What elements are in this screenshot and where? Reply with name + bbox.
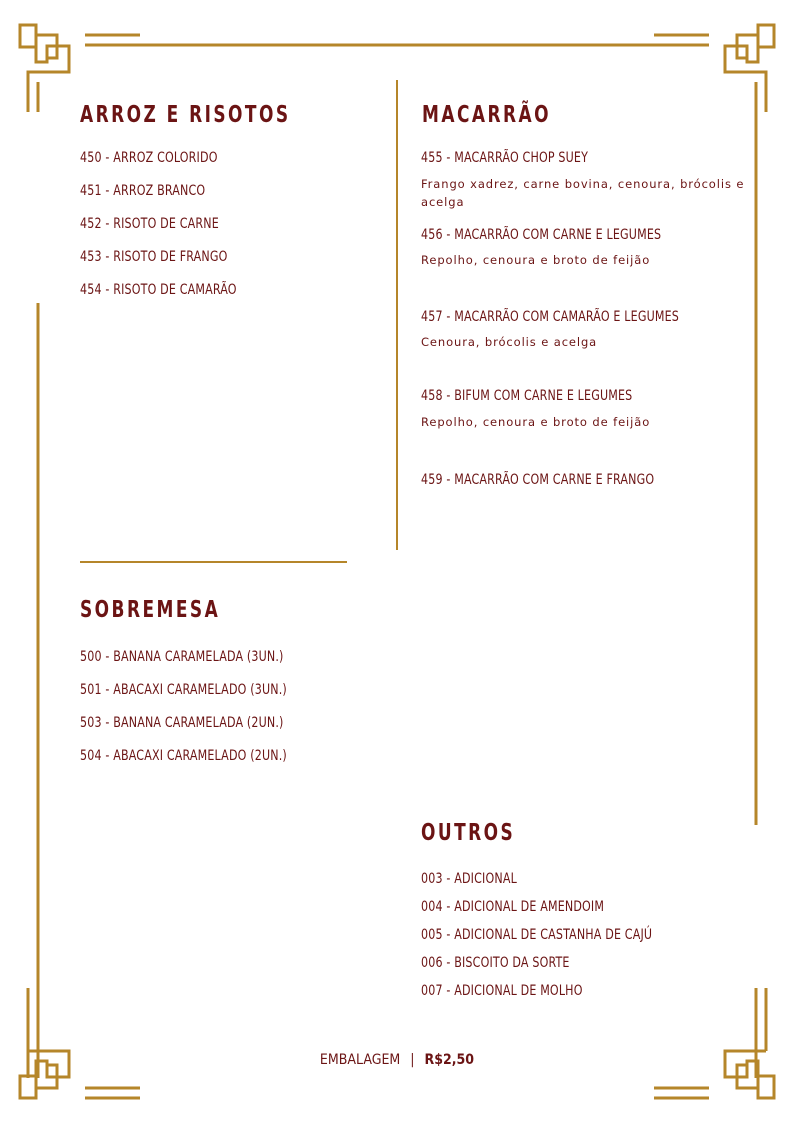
menu-item: 458 - BIFUM COM CARNE E LEGUMES (421, 388, 633, 404)
menu-item: 006 - BISCOITO DA SORTE (421, 955, 570, 971)
section-title-arroz: ARROZ E RISOTOS (80, 102, 291, 128)
menu-item: 003 - ADICIONAL (421, 871, 517, 887)
menu-item: 503 - BANANA CARAMELADA (2UN.) (80, 715, 284, 731)
menu-item-description: Frango xadrez, carne bovina, cenoura, brócolis e acelga (421, 177, 745, 209)
menu-item: 453 - RISOTO DE FRANGO (80, 249, 228, 265)
packaging-fee (0, 1052, 794, 1068)
menu-item: 452 - RISOTO DE CARNE (80, 216, 219, 232)
packaging-price: R$2,50 (424, 1052, 475, 1068)
separator: | (410, 1052, 415, 1068)
menu-item: 007 - ADICIONAL DE MOLHO (421, 983, 583, 999)
menu-item: 457 - MACARRÃO COM CAMARÃO E LEGUMES (421, 309, 680, 325)
menu-item-description: Repolho, cenoura e broto de feijão (421, 253, 651, 267)
menu-item: 450 - ARROZ COLORIDO (80, 150, 218, 166)
menu-item-description: Repolho, cenoura e broto de feijão (421, 415, 651, 429)
section-title-outros: OUTROS (421, 820, 516, 846)
menu-item: 005 - ADICIONAL DE CASTANHA DE CAJÚ (421, 927, 653, 943)
menu-item: 454 - RISOTO DE CAMARÃO (80, 282, 237, 298)
menu-item: 455 - MACARRÃO CHOP SUEY (421, 150, 589, 166)
section-title-sobremesa: SOBREMESA (80, 597, 221, 623)
packaging-label: EMBALAGEM (319, 1052, 401, 1068)
menu-item: 456 - MACARRÃO COM CARNE E LEGUMES (421, 227, 662, 243)
menu-item: 501 - ABACAXI CARAMELADO (3UN.) (80, 682, 287, 698)
menu-item: 004 - ADICIONAL DE AMENDOIM (421, 899, 605, 915)
vertical-divider (396, 80, 398, 550)
menu-item: 459 - MACARRÃO COM CARNE E FRANGO (421, 472, 655, 488)
menu-item: 504 - ABACAXI CARAMELADO (2UN.) (80, 748, 287, 764)
menu-item: 451 - ARROZ BRANCO (80, 183, 206, 199)
menu-item-description: Cenoura, brócolis e acelga (421, 335, 598, 349)
section-title-macarrao: MACARRÃO (422, 102, 551, 128)
menu-item: 500 - BANANA CARAMELADA (3UN.) (80, 649, 284, 665)
horizontal-divider (80, 561, 347, 563)
